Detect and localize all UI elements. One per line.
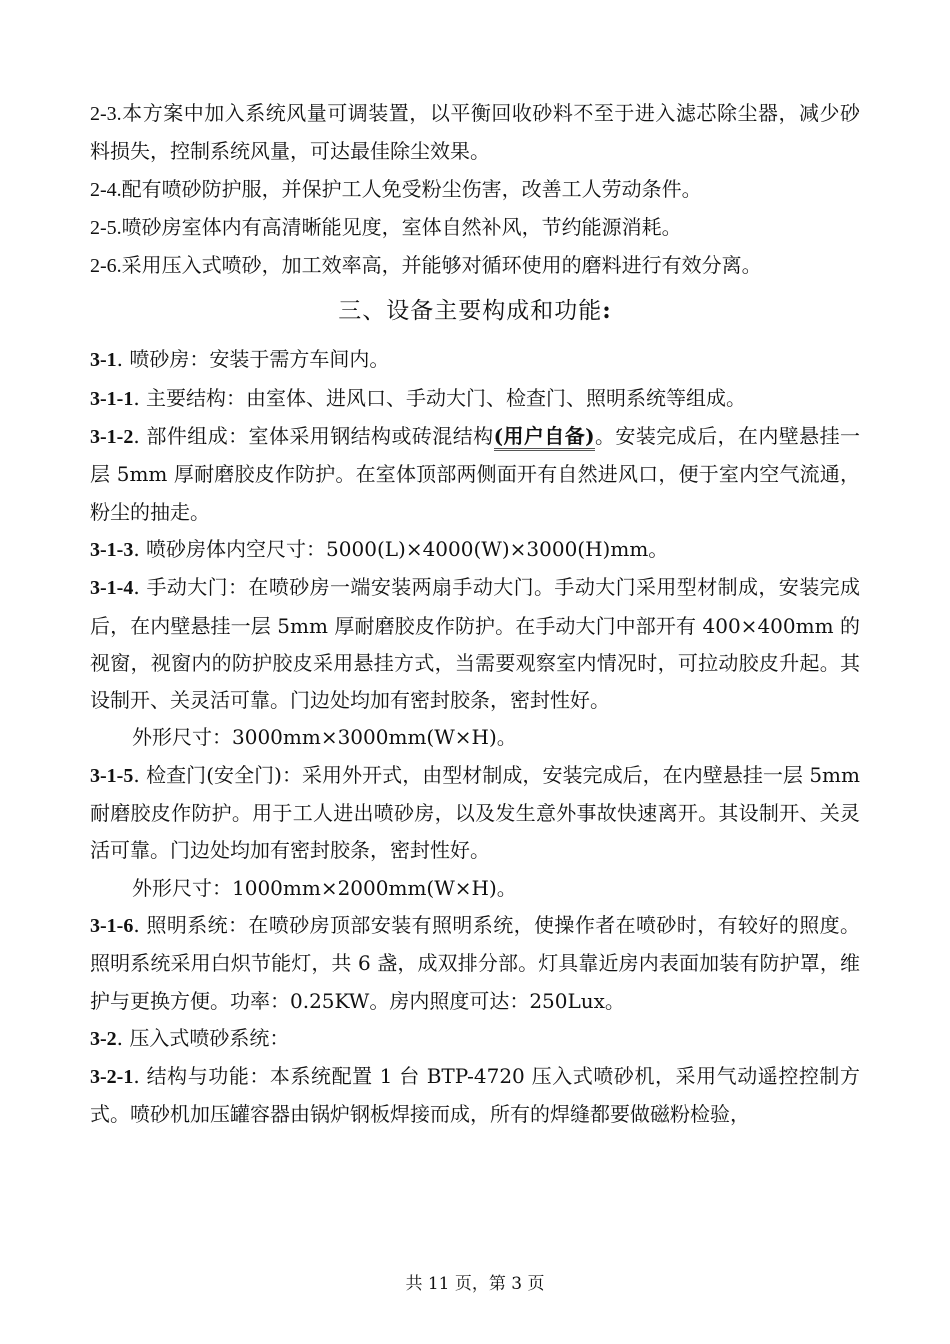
paragraph-text: . 喷砂房：安装于需方车间内。 xyxy=(116,347,390,372)
paragraph-text: 配有喷砂防护服，并保护工人免受粉尘伤害，改善工人劳动条件。 xyxy=(121,176,702,201)
paragraph-text: . 压入式喷砂系统： xyxy=(116,1025,290,1050)
paragraph-3-1 xyxy=(90,341,860,379)
paragraph-number: 3-1-2 xyxy=(90,426,134,449)
paragraph-3-2-1 xyxy=(90,1058,860,1134)
paragraph-text: . 检查门(安全门)：采用外开式，由型材制成，安装完成后，在内壁悬挂一层 5mm 耐磨胶皮作防护。用于工人进出喷砂房，以及发生意外事故快速离开。其设制开、关灵活可靠。门边处均加有密封胶条，密封性好。 xyxy=(90,762,860,863)
paragraph-text-continued: 。安装完成后，在内壁悬挂一层 5mm 厚耐磨胶皮作防护。在室体顶部两侧面开有自然进风口，便于室内空气流通，粉尘的抽走。 xyxy=(90,424,861,524)
paragraph-3-2 xyxy=(90,1020,860,1058)
paragraph-text: . 手动大门：在喷砂房一端安装两扇手动大门。手动大门采用型材制成，安装完成后，在内壁悬挂一层 5mm 厚耐磨胶皮作防护。在手动大门中部开有 400×400mm 的视窗，视窗内的防护胶皮采用悬挂方式，当需要观察室内情况时，可拉动胶皮升起。其设制开、关灵活可靠。门边处均加有密封胶条，密封性好。 xyxy=(90,575,860,713)
paragraph-3-1-1 xyxy=(90,380,860,418)
paragraph-2-4 xyxy=(90,171,860,209)
dimension-line-main-door: 外形尺寸：3000mm×3000mm(W×H)。 xyxy=(132,725,517,750)
paragraph-number: 3-1-5 xyxy=(90,764,134,787)
underlined-note: (用户自备) xyxy=(494,424,595,451)
paragraph-3-1-4 xyxy=(90,569,860,719)
paragraph-3-1-6 xyxy=(90,907,860,1020)
page-footer: 共 11 页，第 3 页 xyxy=(405,1274,545,1294)
paragraph-3-1-2 xyxy=(90,418,860,531)
paragraph-text: 采用压入式喷砂，加工效率高，并能够对循环使用的磨料进行有效分离。 xyxy=(121,253,762,278)
paragraph-3-1-5 xyxy=(90,757,860,870)
paragraph-number: 3-1 xyxy=(90,349,117,372)
paragraph-number: 2-5. xyxy=(90,216,122,239)
paragraph-number: 3-1-6 xyxy=(90,914,134,937)
section-heading-colon: : xyxy=(602,297,612,325)
paragraph-number: 2-4. xyxy=(90,178,122,201)
paragraph-2-3 xyxy=(90,95,860,171)
paragraph-text: 喷砂房室体内有高清晰能见度，室体自然补风，节约能源消耗。 xyxy=(121,214,682,239)
paragraph-text: . 结构与功能：本系统配置 1 台 BTP-4720 压入式喷砂机，采用气动遥控控制方式。喷砂机加压罐容器由锅炉钢板焊接而成，所有的焊缝都要做磁粉检验， xyxy=(90,1064,860,1127)
paragraph-text: . 主要结构：由室体、进风口、手动大门、检查门、照明系统等组成。 xyxy=(133,385,747,410)
paragraph-number: 2-6. xyxy=(90,255,122,278)
paragraph-number: 2-3. xyxy=(90,103,122,125)
paragraph-2-6 xyxy=(90,247,860,285)
paragraph-text: . 照明系统：在喷砂房顶部安装有照明系统，使操作者在喷砂时，有较好的照度。照明系统采用白炽节能灯，共 6 盏，成双排分部。灯具靠近房内表面加装有防护罩，维护与更换方便。功率：0.25KW。房内照度可达：250Lux。 xyxy=(90,912,860,1013)
paragraph-text: 本方案中加入系统风量可调装置，以平衡回收砂料不至于进入滤芯除尘器，减少砂料损失，控制系统风量，可达最佳除尘效果。 xyxy=(90,101,860,164)
paragraph-text: . 喷砂房体内空尺寸：5000(L)×4000(W)×3000(H)mm。 xyxy=(133,536,669,561)
paragraph-number: 3-2 xyxy=(90,1027,117,1050)
dimension-line-safety-door: 外形尺寸：1000mm×2000mm(W×H)。 xyxy=(132,875,517,900)
document-body xyxy=(90,95,860,1134)
paragraph-number: 3-1-4 xyxy=(90,577,134,600)
section-heading-text: 三、设备主要构成和功能 xyxy=(338,298,603,325)
paragraph-number: 3-1-3 xyxy=(90,538,134,561)
paragraph-2-5 xyxy=(90,209,860,247)
section-heading xyxy=(90,291,860,331)
paragraph-number: 3-1-1 xyxy=(90,387,134,410)
paragraph-text: . 部件组成：室体采用钢结构或砖混结构 xyxy=(133,424,494,449)
paragraph-3-1-3 xyxy=(90,531,860,569)
paragraph-number: 3-2-1 xyxy=(90,1066,134,1089)
